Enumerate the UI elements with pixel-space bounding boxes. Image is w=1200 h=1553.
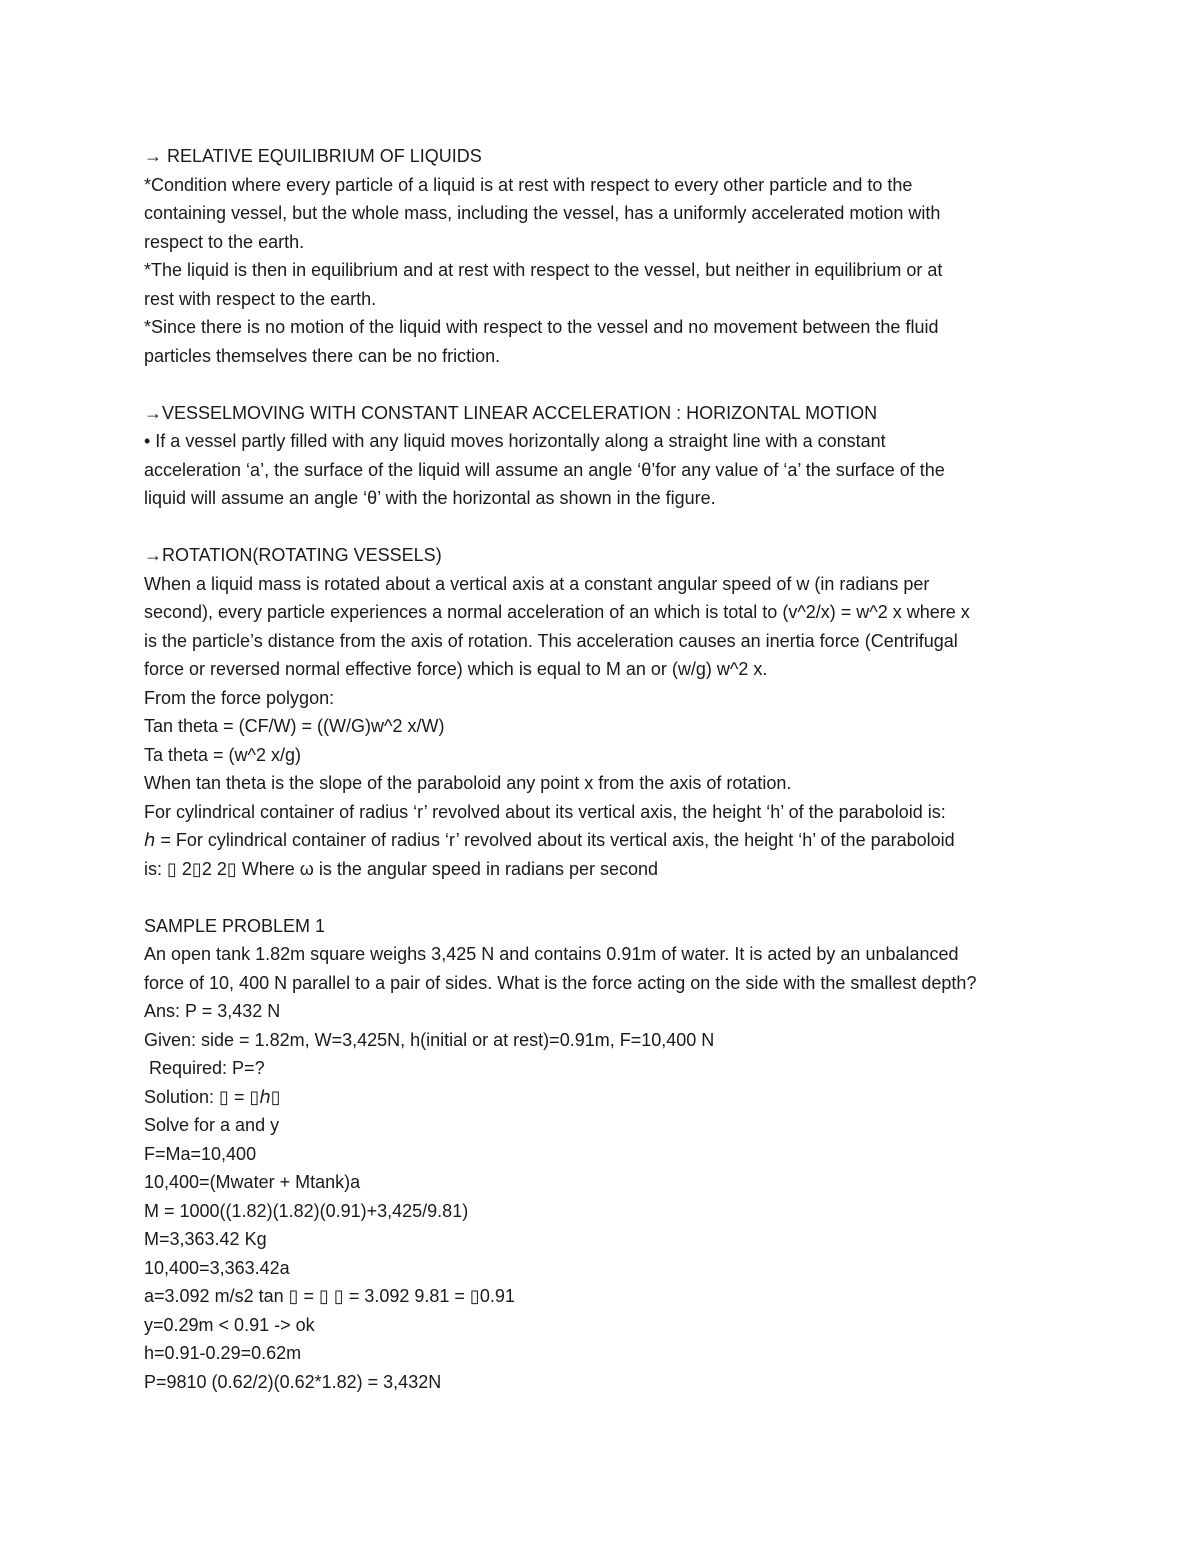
paragraph-spacer xyxy=(144,370,1074,399)
formula-line: Tan theta = (CF/W) = ((W/G)w^2 x/W) xyxy=(144,716,445,736)
bullet-line: • If a vessel partly filled with any liquid moves horizontally along a straight line with a constant xyxy=(144,431,886,451)
paragraph-spacer xyxy=(144,883,1074,912)
section-heading: → RELATIVE EQUILIBRIUM OF LIQUIDS xyxy=(144,146,482,166)
section-sample-problem xyxy=(144,912,1074,1397)
text-line: From the force polygon: xyxy=(144,687,335,708)
required-line: Required: P=? xyxy=(144,1058,265,1078)
given-line: Given: side = 1.82m, W=3,425N, h(initial or at rest)=0.91m, F=10,400 N xyxy=(144,1029,715,1050)
text-line: respect to the earth. xyxy=(144,231,305,252)
formula-line: Ta theta = (w^2 x/g) xyxy=(144,744,302,765)
text-line: *Since there is no motion of the liquid with respect to the vessel and no movement between the fluid xyxy=(144,317,939,337)
answer-line: Ans: P = 3,432 N xyxy=(144,1001,281,1021)
section-heading: →VESSELMOVING WITH CONSTANT LINEAR ACCELERATION : HORIZONTAL MOTION xyxy=(144,402,878,423)
solution-step: 10,400=(Mwater + Mtank)a xyxy=(144,1172,361,1192)
text-line: When a liquid mass is rotated about a vertical axis at a constant angular speed of w (in radians per xyxy=(144,573,930,594)
solution-step: y=0.29m < 0.91 -> ok xyxy=(144,1314,315,1335)
section-horizontal-motion xyxy=(144,399,1074,513)
text-line: acceleration ‘a’, the surface of the liquid will assume an angle ‘θ’for any value of ‘a’ the surface of the xyxy=(144,459,945,480)
section-relative-equilibrium xyxy=(144,142,1074,370)
text-line: is the particle’s distance from the axis of rotation. This acceleration causes an inertia force (Centrifugal xyxy=(144,630,958,651)
solution-line: Solution: ▯ = ▯ℎ▯ xyxy=(144,1086,281,1107)
text-line: *The liquid is then in equilibrium and at rest with respect to the vessel, but neither in equilibrium or at xyxy=(144,260,943,280)
solution-step: M=3,363.42 Kg xyxy=(144,1229,267,1249)
document-body xyxy=(144,142,1074,1396)
solution-step: h=0.91-0.29=0.62m xyxy=(144,1343,302,1363)
solution-step: Solve for a and y xyxy=(144,1115,280,1135)
solution-step: a=3.092 m/s2 tan ▯ = ▯ ▯ = 3.092 9.81 = ▯0.91 xyxy=(144,1286,515,1306)
text-line: For cylindrical container of radius ‘r’ revolved about its vertical axis, the height ‘h’ of the paraboloid is: xyxy=(144,801,946,822)
solution-step: 10,400=3,363.42a xyxy=(144,1257,290,1278)
paragraph-spacer xyxy=(144,513,1074,542)
text-line: is: ▯ 2▯2 2▯ Where ω is the angular speed in radians per second xyxy=(144,858,659,879)
solution-step: P=9810 (0.62/2)(0.62*1.82) = 3,432N xyxy=(144,1371,442,1392)
text-line: liquid will assume an angle ‘θ’ with the horizontal as shown in the figure. xyxy=(144,488,716,508)
text-line: An open tank 1.82m square weighs 3,425 N and contains 0.91m of water. It is acted by an unbalanced xyxy=(144,944,959,964)
text-line: *Condition where every particle of a liquid is at rest with respect to every other particle and to the xyxy=(144,174,913,195)
text-line: rest with respect to the earth. xyxy=(144,288,377,309)
text-line: ℎ = For cylindrical container of radius ‘r’ revolved about its vertical axis, the height ‘h’ of the paraboloid xyxy=(144,830,955,850)
section-rotation xyxy=(144,541,1074,883)
text-line: When tan theta is the slope of the paraboloid any point x from the axis of rotation. xyxy=(144,773,792,793)
section-heading: SAMPLE PROBLEM 1 xyxy=(144,915,326,936)
text-line: force or reversed normal effective force) which is equal to M an or (w/g) w^2 x. xyxy=(144,659,768,679)
text-line: containing vessel, but the whole mass, including the vessel, has a uniformly accelerated motion with xyxy=(144,203,941,223)
section-heading: →ROTATION(ROTATING VESSELS) xyxy=(144,545,442,565)
solution-step: M = 1000((1.82)(1.82)(0.91)+3,425/9.81) xyxy=(144,1200,469,1221)
text-line: particles themselves there can be no friction. xyxy=(144,345,501,366)
text-line: force of 10, 400 N parallel to a pair of sides. What is the force acting on the side with the smallest depth? xyxy=(144,972,977,993)
solution-step: F=Ma=10,400 xyxy=(144,1143,257,1164)
text-line: second), every particle experiences a normal acceleration of an which is total to (v^2/x) = w^2 x where x xyxy=(144,602,970,622)
